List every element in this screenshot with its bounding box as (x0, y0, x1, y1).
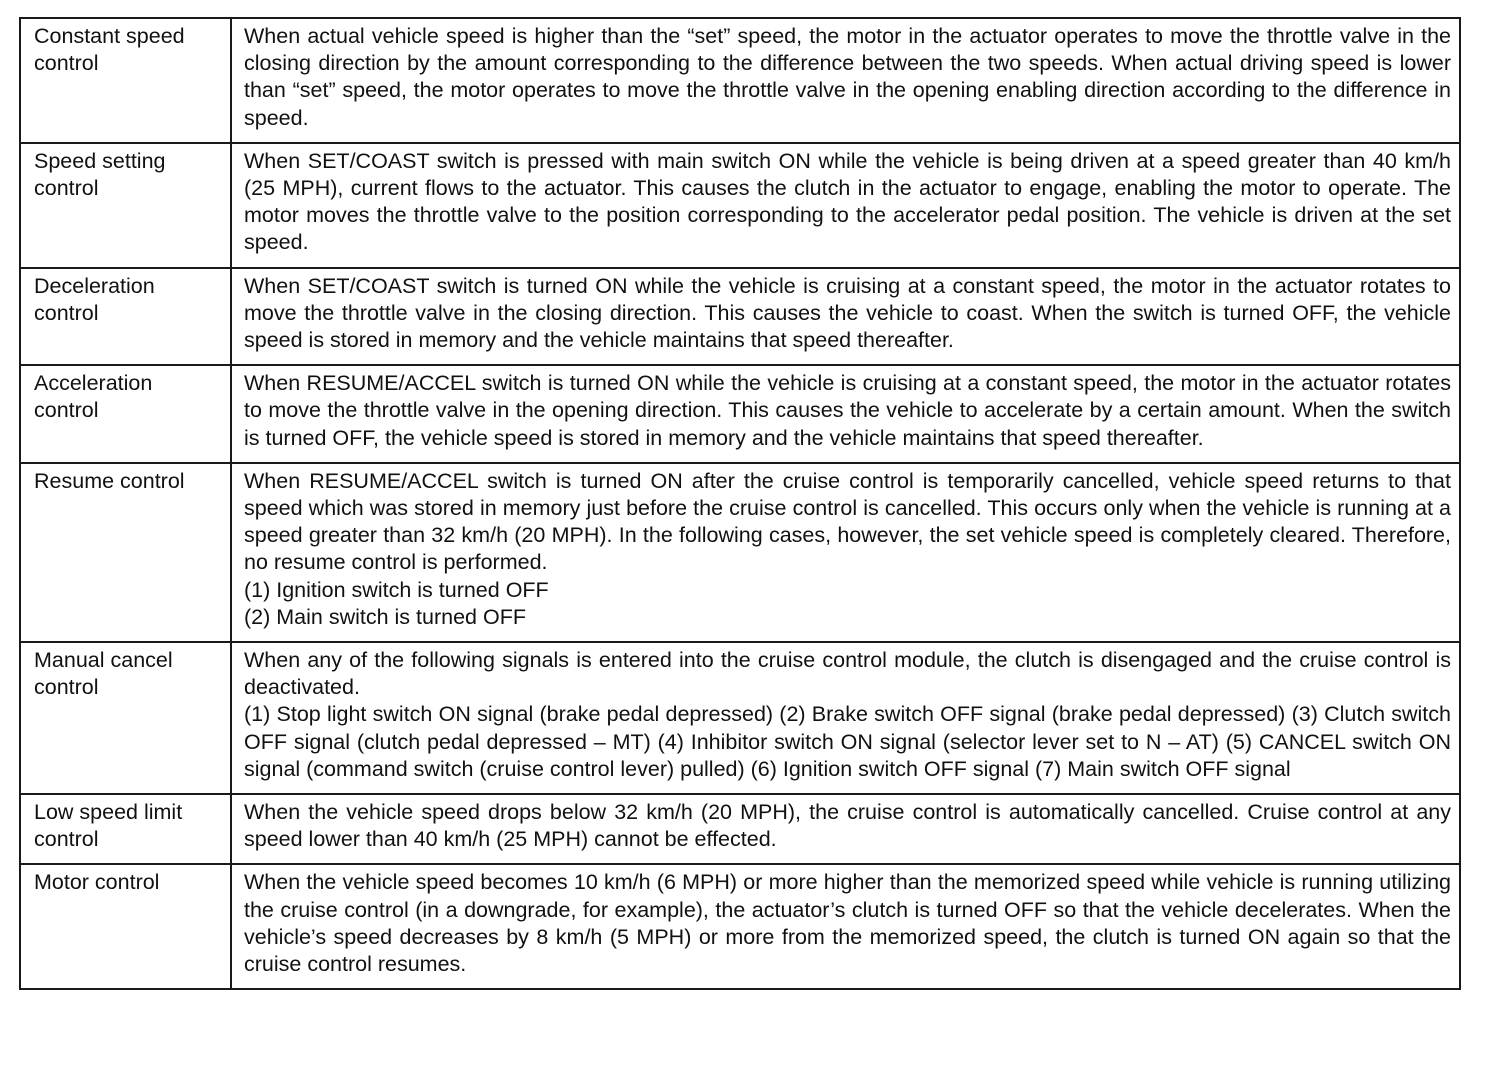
table-row (20, 463, 1460, 642)
control-label: Resume control (20, 463, 231, 642)
control-label: Motor control (20, 864, 231, 989)
control-label: Acceleration control (20, 365, 231, 463)
control-description (231, 143, 1460, 268)
table-row (20, 794, 1460, 864)
control-description (231, 794, 1460, 864)
control-label: Speed setting control (20, 143, 231, 268)
control-label: Manual cancel control (20, 642, 231, 794)
control-description (231, 268, 1460, 366)
description-text: When actual vehicle speed is higher than the “set” speed, the motor in the actuator operates to move the throttle valve in the closing direction by the amount corresponding to the difference between the two speeds. When actual driving speed is lower than “set” speed, the motor operates to move the throttle valve in the opening enabling direction according to the difference in speed. (244, 24, 1451, 130)
description-list-item: (1) Ignition switch is turned OFF (244, 577, 549, 602)
table-row (20, 268, 1460, 366)
control-label: Low speed limit control (20, 794, 231, 864)
cruise-control-table (19, 17, 1461, 990)
description-text: When RESUME/ACCEL switch is turned ON while the vehicle is cruising at a constant speed, the motor in the actuator rotates to move the throttle valve in the opening direction. This causes the vehicle to accelerate by a certain amount. When the switch is turned OFF, the vehicle speed is stored in memory and the vehicle maintains that speed thereafter. (244, 371, 1451, 450)
control-description (231, 365, 1460, 463)
table-row (20, 642, 1460, 794)
control-label: Constant speed control (20, 18, 231, 143)
description-list-item: (2) Main switch is turned OFF (244, 604, 526, 629)
description-list-item: (1) Stop light switch ON signal (brake pedal depressed) (2) Brake switch OFF signal (brake pedal depressed) (3) Clutch switch OFF signal (clutch pedal depressed – MT) (4) Inhibitor switch ON signal (selector lever set to N – AT) (5) CANCEL switch ON signal (command switch (cruise control lever) pulled) (6) Ignition switch OFF signal (7) Main switch OFF signal (244, 702, 1451, 781)
table-row (20, 864, 1460, 989)
table-row (20, 143, 1460, 268)
control-description (231, 463, 1460, 642)
description-text: When the vehicle speed becomes 10 km/h (6 MPH) or more higher than the memorized speed while vehicle is running utilizing the cruise control (in a downgrade, for example), the actuator’s clutch is turned OFF so that the vehicle decelerates. When the vehicle’s speed decreases by 8 km/h (5 MPH) or more from the memorized speed, the clutch is turned ON again so that the cruise control resumes. (244, 870, 1451, 977)
description-text: When RESUME/ACCEL switch is turned ON after the cruise control is temporarily cancelled, vehicle speed returns to that speed which was stored in memory just before the cruise control is cancelled. This occurs only when the vehicle is running at a speed greater than 32 km/h (20 MPH). In the following cases, however, the set vehicle speed is completely cleared. Therefore, no resume control is performed. (244, 468, 1451, 575)
table-row (20, 365, 1460, 463)
description-text: When SET/COAST switch is pressed with main switch ON while the vehicle is being driven at a speed greater than 40 km/h (25 MPH), current flows to the actuator. This causes the clutch in the actuator to engage, enabling the motor to operate. The motor moves the throttle valve to the position corresponding to the accelerator pedal position. The vehicle is driven at the set speed. (244, 148, 1451, 255)
control-description (231, 18, 1460, 143)
control-description (231, 642, 1460, 794)
control-description (231, 864, 1460, 989)
description-text: When any of the following signals is entered into the cruise control module, the clutch is disengaged and the cruise control is deactivated. (244, 648, 1451, 700)
description-text: When SET/COAST switch is turned ON while the vehicle is cruising at a constant speed, the motor in the actuator rotates to move the throttle valve in the closing direction. This causes the vehicle to coast. When the switch is turned OFF, the vehicle speed is stored in memory and the vehicle maintains that speed thereafter. (244, 273, 1451, 353)
table-row (20, 18, 1460, 143)
description-text: When the vehicle speed drops below 32 km/h (20 MPH), the cruise control is automatically cancelled. Cruise control at any speed lower than 40 km/h (25 MPH) cannot be effected. (244, 800, 1451, 852)
control-label: Deceleration control (20, 268, 231, 366)
